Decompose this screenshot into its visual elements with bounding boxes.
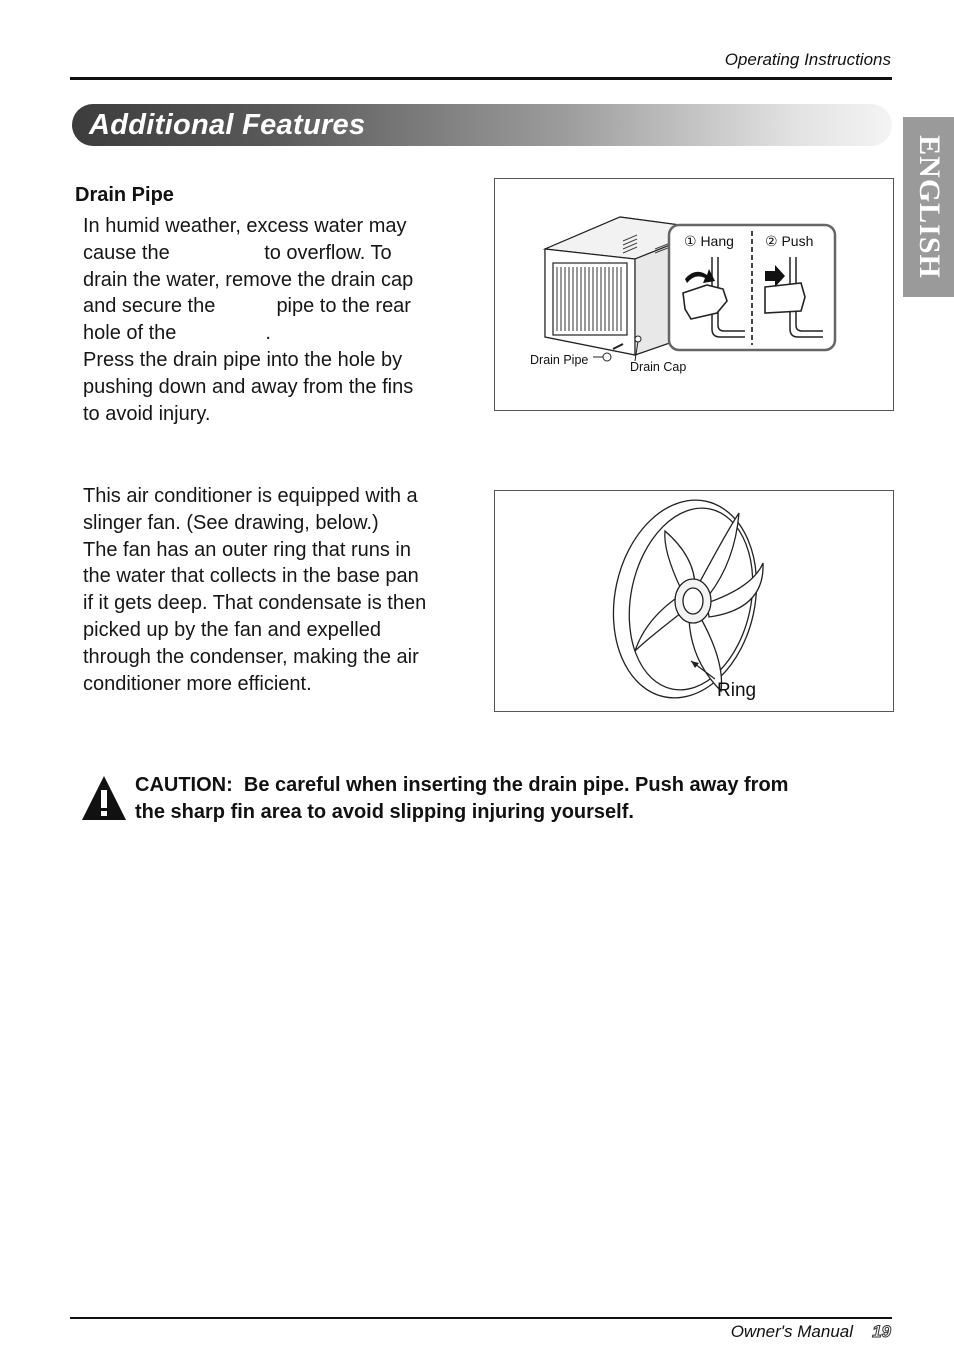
- air-conditioner-drawing: [495, 179, 893, 410]
- text-line: Press the drain pipe into the hole by: [83, 348, 403, 371]
- text-line: and secure the pipe to the rear: [83, 295, 411, 318]
- language-tab: [903, 117, 954, 297]
- text-line: drain the water, remove the drain cap: [83, 268, 414, 291]
- section-banner: [72, 104, 892, 146]
- language-tab-label: ENGLISH: [912, 135, 946, 279]
- text-line: cause the to overflow. To: [83, 241, 392, 264]
- warning-triangle-icon: [80, 774, 128, 822]
- drain-figure: [494, 178, 894, 411]
- drain-pipe-heading: Drain Pipe: [75, 184, 174, 206]
- text-line: The fan has an outer ring that runs in: [83, 538, 411, 561]
- ring-label: Ring: [717, 680, 757, 701]
- text-line: CAUTION: Be careful when inserting the drain pipe. Push away from: [135, 774, 789, 796]
- footer-rule: [70, 1317, 892, 1319]
- text-line: hole of the .: [83, 322, 271, 345]
- text-line: to avoid injury.: [83, 402, 211, 425]
- text-line: the sharp fin area to avoid slipping injuring yourself.: [135, 801, 634, 823]
- slinger-fan-drawing: [495, 491, 893, 711]
- section-title: Additional Features: [89, 109, 366, 141]
- fan-figure: [494, 490, 894, 712]
- slinger-fan-paragraph: [83, 483, 426, 697]
- hang-label: ① Hang: [684, 233, 734, 249]
- text-line: This air conditioner is equipped with a: [83, 485, 418, 507]
- push-label: ② Push: [765, 233, 814, 249]
- text-line: pushing down and away from the fins: [83, 375, 414, 398]
- header-section-title: Operating Instructions: [724, 50, 891, 69]
- header-rule: [70, 77, 892, 80]
- caution-text: [135, 772, 788, 826]
- text-line: In humid weather, excess water may: [83, 215, 407, 237]
- text-line: slinger fan. (See drawing, below.): [83, 511, 379, 534]
- page-number: 19: [872, 1322, 891, 1341]
- footer-label: Owner's Manual: [730, 1322, 853, 1341]
- text-line: if it gets deep. That condensate is then: [83, 592, 427, 615]
- drain-pipe-paragraph: [83, 213, 413, 427]
- text-line: the water that collects in the base pan: [83, 565, 419, 588]
- text-line: through the condenser, making the air: [83, 645, 419, 668]
- drain-pipe-label: Drain Pipe: [530, 353, 589, 367]
- drain-cap-label: Drain Cap: [630, 360, 687, 374]
- text-line: picked up by the fan and expelled: [83, 618, 381, 641]
- text-line: conditioner more efficient.: [83, 672, 312, 695]
